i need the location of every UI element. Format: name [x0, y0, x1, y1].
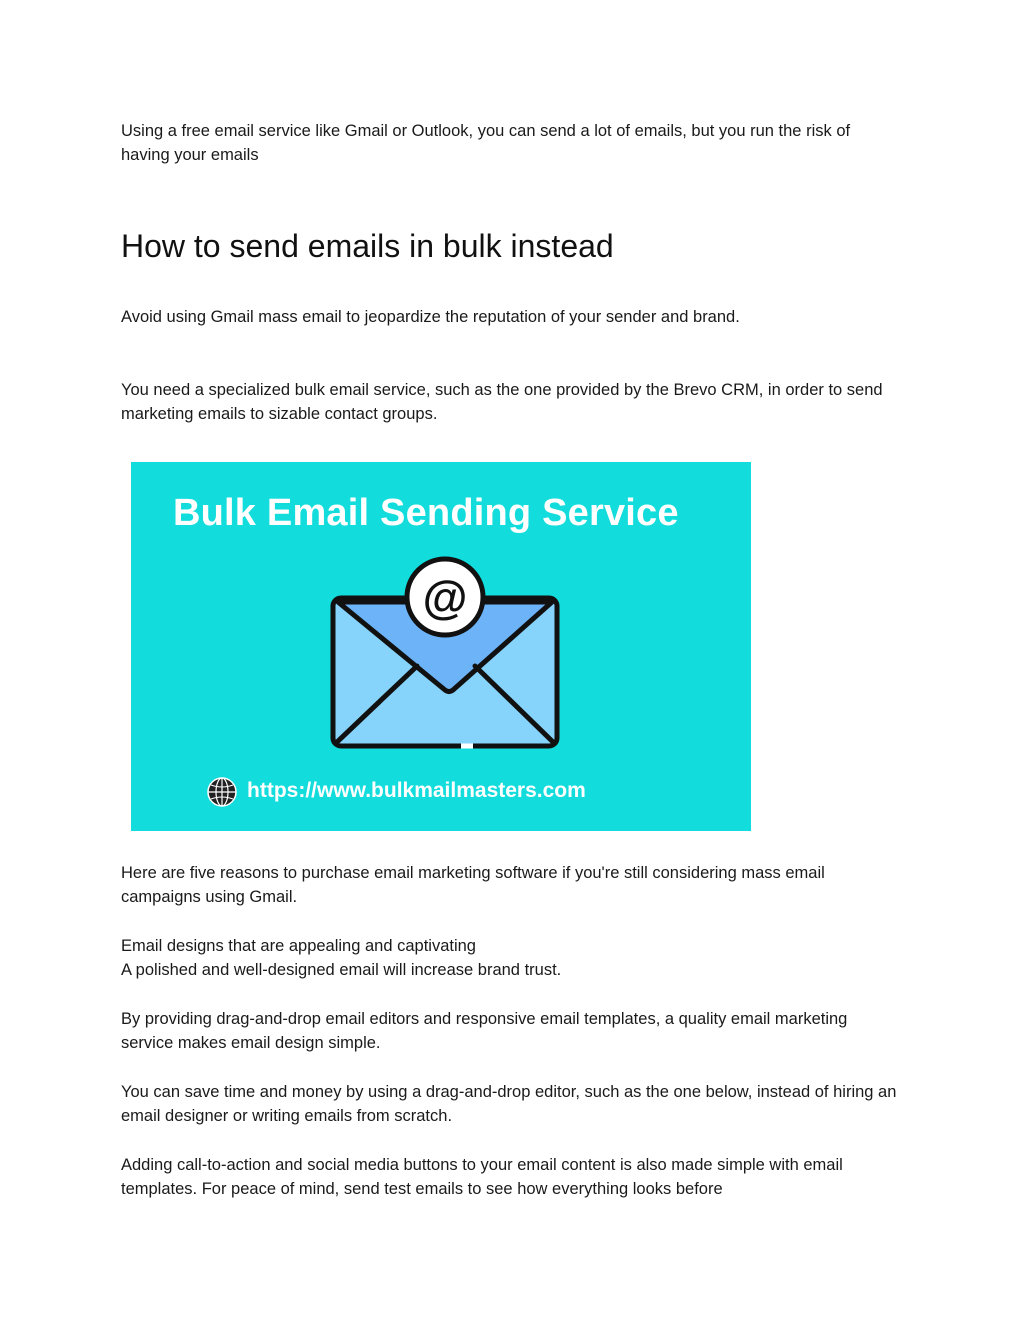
save-time-paragraph: You can save time and money by using a drag-and-drop editor, such as the one below, instead of hiring an email designer or writing emails from scratch.: [121, 1083, 897, 1125]
specialized-service-paragraph: You need a specialized bulk email service, such as the one provided by the Brevo CRM, in order to send marketing emails to sizable contact groups.: [121, 381, 883, 423]
designs-text: A polished and well-designed email will increase brand trust.: [121, 961, 562, 979]
avoid-paragraph: Avoid using Gmail mass email to jeopardize the reputation of your sender and brand.: [121, 308, 740, 326]
intro-paragraph: Using a free email service like Gmail or Outlook, you can send a lot of emails, but you run the risk of having your emails: [121, 122, 851, 164]
drag-drop-paragraph: By providing drag-and-drop email editors and responsive email templates, a quality email marketing service makes email design simple.: [121, 1010, 848, 1052]
banner-title: Bulk Email Sending Service: [173, 492, 679, 534]
globe-icon: [206, 776, 238, 808]
bulk-email-banner: [131, 462, 751, 831]
banner-url: https://www.bulkmailmasters.com: [247, 779, 586, 802]
at-symbol: @: [422, 571, 468, 623]
reasons-paragraph: Here are five reasons to purchase email marketing software if you're still considering mass email campaigns using Gmail.: [121, 864, 825, 906]
designs-title: Email designs that are appealing and captivating: [121, 937, 476, 955]
section-heading: How to send emails in bulk instead: [121, 228, 614, 264]
call-to-action-paragraph: Adding call-to-action and social media buttons to your email content is also made simple with email templates. For peace of mind, send test emails to see how everything looks before: [121, 1156, 843, 1198]
